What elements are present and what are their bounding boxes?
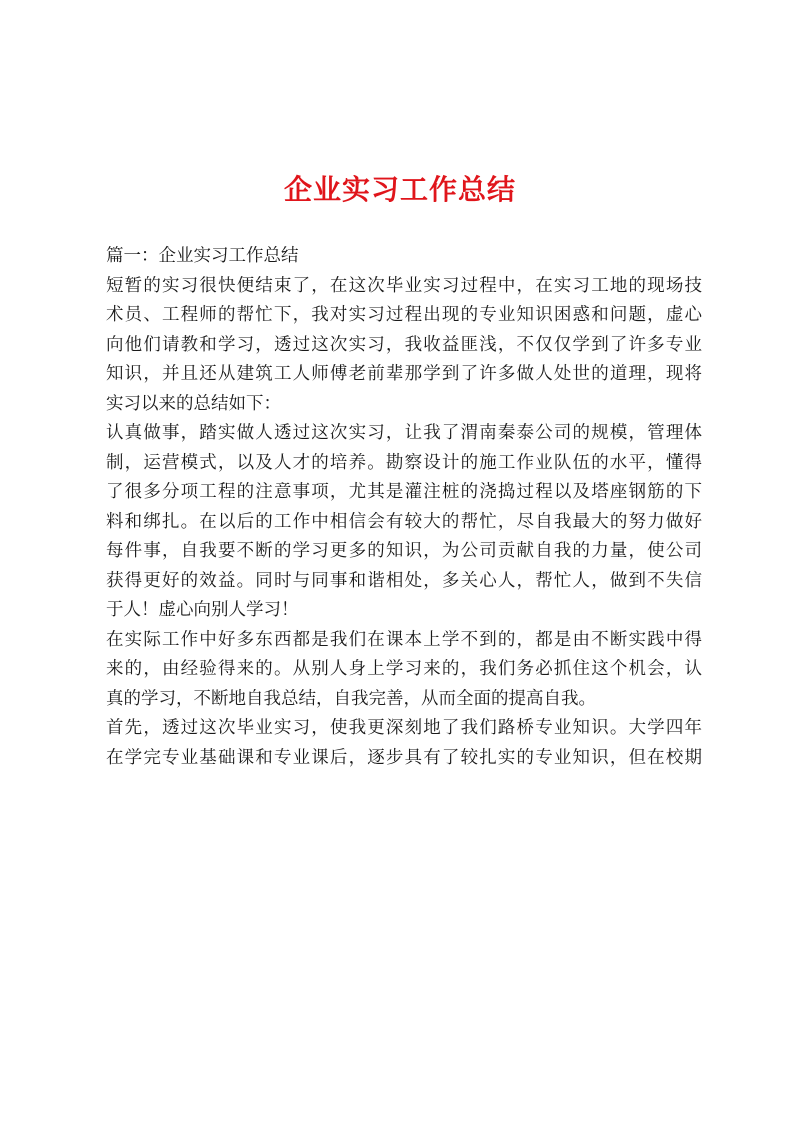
body-line: 认真做事，踏实做人透过这次实习，让我了渭南秦泰公司的规模，管理体 (106, 423, 702, 443)
body-line: 制，运营模式，以及人才的培养。勘察设计的施工作业队伍的水平，懂得 (106, 452, 702, 473)
body-line: 实习以来的总结如下： (106, 393, 281, 414)
body-line: 知识，并且还从建筑工人师傅老前辈那学到了许多做人处世的道理，现将 (106, 364, 702, 384)
body-line: 首先，透过这次毕业实习，使我更深刻地了我们路桥专业知识。大学四年 (106, 718, 702, 738)
body-line: 短暂的实习很快便结束了，在这次毕业实习过程中，在实习工地的现场技 (106, 275, 702, 296)
body-line: 向他们请教和学习，透过这次实习，我收益匪浅，不仅仅学到了许多专业 (106, 334, 702, 355)
body-line: 术员、工程师的帮忙下，我对实习过程出现的专业知识困惑和问题，虚心 (106, 305, 702, 325)
document-body (106, 242, 702, 773)
body-line: 真的学习，不断地自我总结，自我完善，从而全面的提高自我。 (106, 688, 596, 709)
document-title: 企业实习工作总结 (283, 173, 516, 206)
body-line: 了很多分项工程的注意事项，尤其是灌注桩的浇捣过程以及塔座钢筋的下 (106, 482, 702, 502)
body-line: 来的，由经验得来的。从别人身上学习来的，我们务必抓住这个机会，认 (106, 659, 702, 679)
body-line: 获得更好的效益。同时与同事和谐相处，多关心人，帮忙人，做到不失信 (106, 570, 702, 591)
body-line: 在学完专业基础课和专业课后，逐步具有了较扎实的专业知识，但在校期 (106, 747, 702, 768)
body-line: 每件事，自我要不断的学习更多的知识，为公司贡献自我的力量，使公司 (106, 541, 702, 561)
body-line: 篇一：企业实习工作总结 (106, 246, 299, 266)
body-line: 料和绑扎。在以后的工作中相信会有较大的帮忙，尽自我最大的努力做好 (106, 511, 702, 532)
body-line: 在实际工作中好多东西都是我们在课本上学不到的，都是由不断实践中得 (106, 629, 702, 650)
body-line: 于人！虚心向别人学习！ (106, 600, 299, 620)
